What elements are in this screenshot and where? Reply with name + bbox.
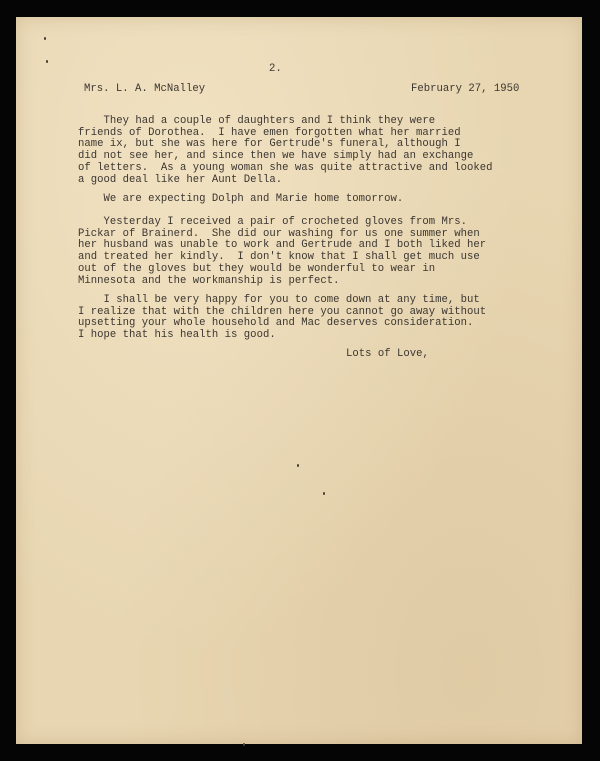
body-paragraph: I shall be very happy for you to come down at any time, but I realize that with the children here you cannot go away without upsetting your whole household and Mac deserves consideration. I hope that his health is good. bbox=[78, 294, 487, 342]
recipient-header: Mrs. L. A. McNalley bbox=[84, 83, 206, 95]
page-number: 2. bbox=[269, 63, 282, 75]
letter-date: February 27, 1950 bbox=[411, 83, 520, 95]
body-paragraph: They had a couple of daughters and I think they were friends of Dorothea. I have emen forgotten what her married name ix, but she was here for Gertrude's funeral, although I did not see her, and since then we have simply had an exchange of letters. As a young woman she was quite attractive and looked a good deal like her Aunt Della. bbox=[78, 115, 493, 186]
closing-salutation: Lots of Love, bbox=[346, 348, 429, 360]
paper-speck bbox=[44, 37, 46, 40]
paper-speck bbox=[243, 743, 245, 746]
letter-page bbox=[16, 17, 582, 744]
paper-speck bbox=[323, 492, 325, 495]
body-paragraph: We are expecting Dolph and Marie home tomorrow. bbox=[78, 193, 404, 205]
body-paragraph: Yesterday I received a pair of crocheted gloves from Mrs. Pickar of Brainerd. She did our washing for us one summer when her husband was unable to work and Gertrude and I both liked her and treated her kindly. I don't know that I shall get much use out of the gloves but they would be wonderful to wear in Minnesota and the workmanship is perfect. bbox=[78, 216, 487, 287]
paper-speck bbox=[46, 60, 48, 63]
paper-speck bbox=[297, 464, 299, 467]
